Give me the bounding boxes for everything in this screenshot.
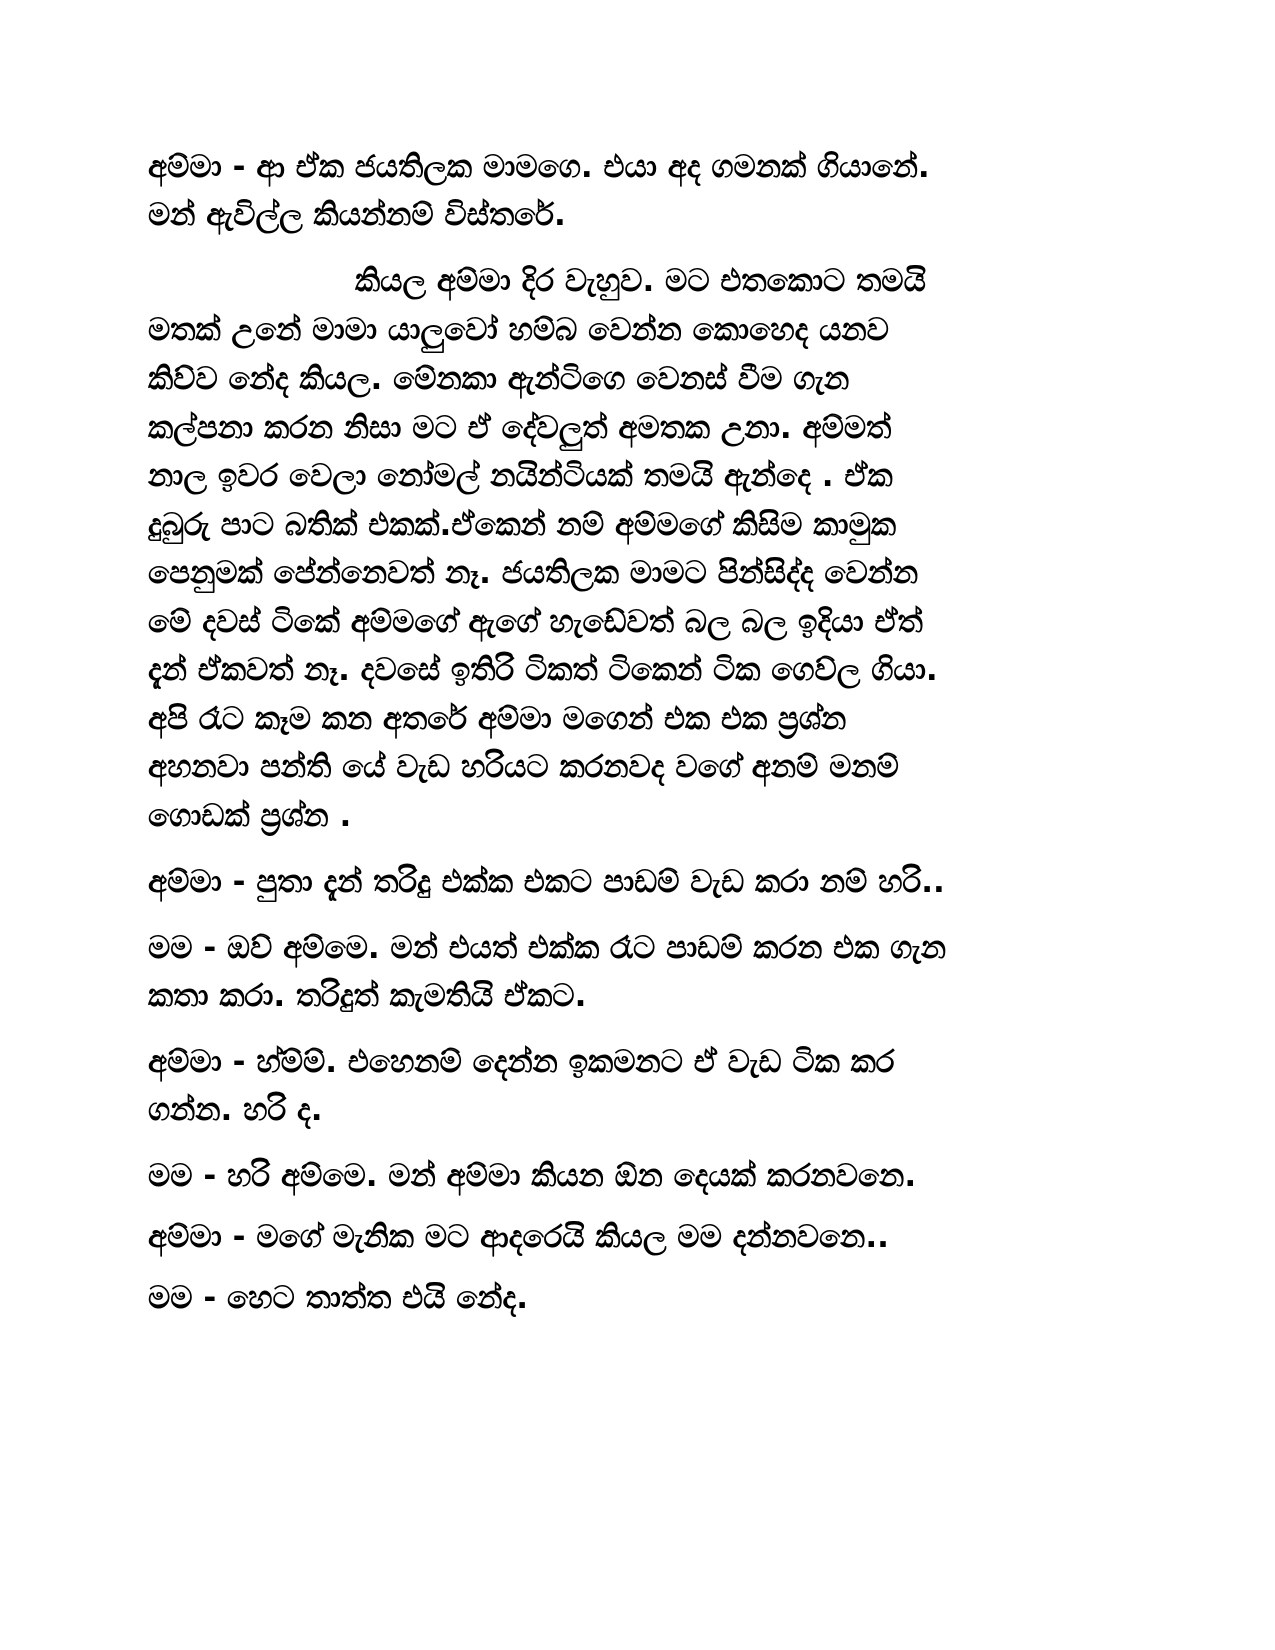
text-line: කල්පනා කරන නිසා මට ඒ දේවලුත් අමතක උනා. අම්මත් [148, 410, 892, 446]
text-line: අපි රෑට කෑම කන අතරේ අම්මා මගෙන් එක එක ප්‍රශ්න [148, 701, 847, 737]
text-line: අම්මා - මගේ මැනික මට ආදරෙයි කියල මම දන්නවනෙ.. [148, 1219, 889, 1255]
text-line: කියල අම්මා දිර වැහුව. මට එතකොට තමයි [355, 263, 926, 299]
text-line: දැන් ඒකවත් නෑ. දවසේ ඉතිරි ටිකත් ටිකෙන් ටික ගෙව්ල ගියා. [148, 652, 938, 688]
text-line: පෙනුමක් පේන්නෙවත් නෑ. ජයතිලක මාමට පින්සිද්ද වෙන්න [148, 555, 919, 591]
text-line: මම - ඔව් අම්මෙ. මන් එයත් එක්ක රෑට පාඩම් කරන එක ගැන [148, 930, 947, 966]
text-line: ගන්න. හරි ද. [148, 1092, 323, 1128]
text-line: අහනවා පන්ති යේ වැඩ හරියට කරනවද වගේ අනම් මනම් [148, 749, 899, 785]
text-line: කිව්ව නේද කියල. මේනකා ඇන්ටිගෙ වෙනස් වීම ගැන [148, 361, 850, 397]
text-line: අම්මා - ආ ඒක ජයතිලක මාමගෙ. එයා අද ගමනක් ගියානේ. [148, 149, 930, 185]
text-line: මම - හරි අම්මෙ. මන් අම්මා කියන ඕන දෙයක් කරනවනෙ. [148, 1158, 917, 1194]
text-line: මතක් උනේ මාමා යාලුවෝ හම්බ වෙන්න කොහෙද යනව [148, 312, 889, 348]
text-line: ගොඩක් ප්‍රශ්න . [148, 798, 352, 834]
text-line: මම - හෙට තාත්ත එයි නේද. [148, 1280, 529, 1316]
text-line: අම්මා - හ්ම්ම්. එහෙනම් දෙන්න ඉකමනට ඒ වැඩ ටික කර [148, 1044, 895, 1080]
text-line: අම්මා - පුතා දැන් තරිදු එක්ක එකට පාඩම් වැඩ කරා නම් හරි.. [148, 864, 945, 900]
text-line: නාල ඉවර වෙලා නෝමල් නයින්ටියක් තමයි ඇන්දෙ . ඒක [148, 458, 893, 494]
text-line: කතා කරා. තරිදුත් කැමතියි ඒකට. [148, 978, 587, 1014]
text-line: මේ දවස් ටිකේ අම්මගේ ඇගේ හැඩේවත් බල බල ඉදියා ඒත් [148, 604, 923, 640]
text-line: මන් ඇවිල්ල කියන්නම් විස්තරේ. [148, 197, 566, 233]
text-line: දුබුරු පාට බතික් එකක්.ඒකෙන් නම් අම්මගේ කිසිම කාමුක [148, 507, 897, 543]
